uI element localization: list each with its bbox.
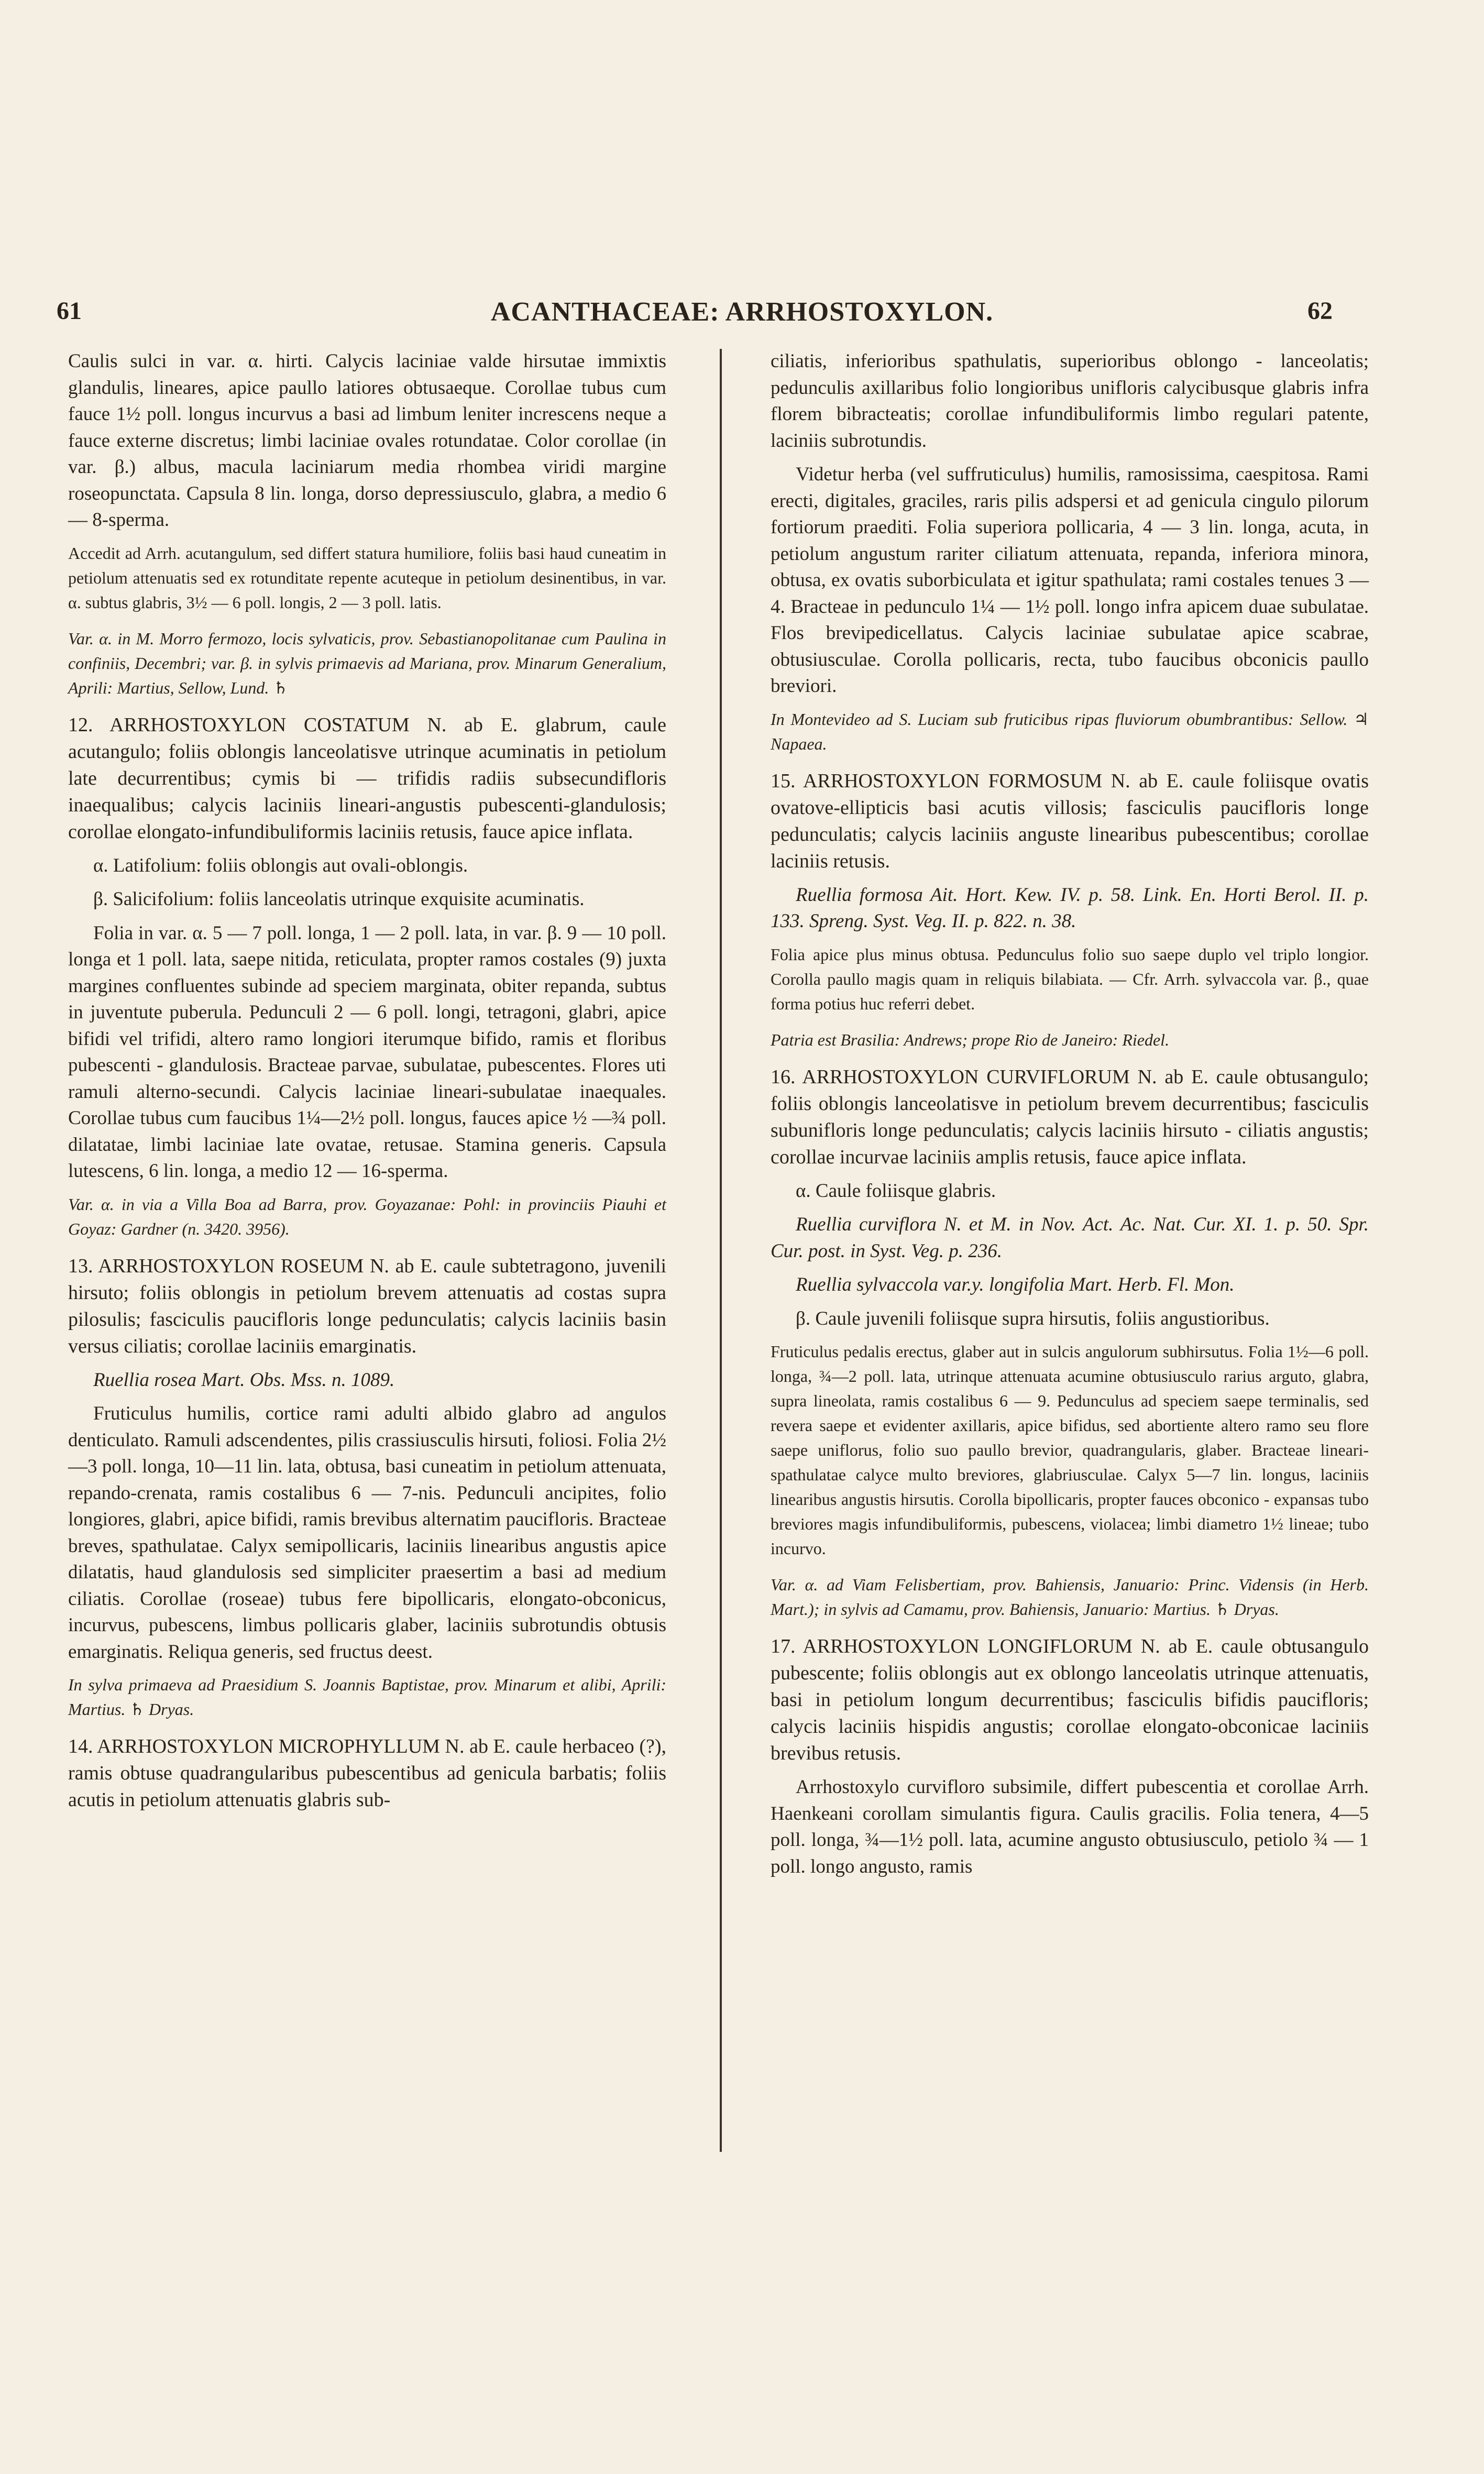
species-heading: 15. ARRHOSTOXYLON FORMOSUM N. ab E. caule foliisque ovatis ovatove-ellipticis basi acutis villosis; fasciculis paucifloris longe pedunculatis; calycis laciniis anguste linearibus pubescentibus; corollae laciniis retusis. [771,769,1369,872]
page-header [0,296,1484,338]
paragraph: In sylva primaeva ad Praesidium S. Joannis Baptistae, prov. Minarum et alibi, Aprili: Martius. ♄ Dryas. [68,1675,666,1719]
paragraph: Fruticulus pedalis erectus, glaber aut in sulcis angulorum subhirsutus. Folia 1½—6 poll. longa, ¾—2 poll. lata, utrinque attenuata acumine obtusiusculo rarius arguto, glabra, supra lineolata, ramis costalibus 6 — 9. Pedunculus ad speciem saepe terminalis, sed revera saepe et evidenter axillaris, apice bifidus, sed abortiente altero ramo seu flore saepe uniflorus, folio suo paullo brevior, quadrangularis, glaber. Bracteae lineari-spathulatae calyce multo breviores, glabriusculae. Calyx 5—7 lin. longus, laciniis linearibus angustis hirsutis. Corolla bipollicaris, propter fauces obconico - expansas tubo breviores magis infundibuliformis, pubescens, violacea; limbi diametro 1½ lineae; tubo incurvo. [771,1342,1369,1558]
paragraph: α. Latifolium: foliis oblongis aut ovali-oblongis. [93,854,468,876]
paragraph: Var. α. ad Viam Felisbertiam, prov. Bahiensis, Januario: Princ. Vidensis (in Herb. Mart.); in sylvis ad Camamu, prov. Bahiensis, Januario: Martius. ♄ Dryas. [771,1575,1369,1619]
paragraph: Folia in var. α. 5 — 7 poll. longa, 1 — 2 poll. lata, in var. β. 9 — 10 poll. longa et 1 poll. lata, saepe nitida, reticulata, propter ramos costales (9) juxta margines confluentes subinde ad speciem marginata, obiter repanda, subtus in juventute puberula. Pedunculi 2 — 6 poll. longi, tetragoni, glabri, apice bifidi vel trifidi, altero ramo longiori iterumque bifido, ramis et floribus pubescenti - glandulosis. Bracteae parvae, subulatae, pubescentes. Flores uti ramuli alterno-secundi. Calycis laciniae lineari-subulatae inaequales. Corollae tubus cum faucibus 1¼—2½ poll. longus, fauces apice ½ —¾ poll. dilatatae, limbi laciniae late ovatae, retusae. Stamina generis. Capsula lutescens, 6 lin. longa, a medio 12 — 16-sperma. [68,922,666,1182]
paragraph: Caulis sulci in var. α. hirti. Calycis laciniae valde hirsutae immixtis glandulis, lineares, apice paullo latiores obtusaeque. Corollae tubus cum fauce 1½ poll. longus incurvus a basi ad limbum leniter increscens neque a fauce externe discretus; limbi laciniae ovales rotundatae. Color corollae (in var. β.) albus, macula laciniarum media rhombea viridi margine roseopunctata. Capsula 8 lin. longa, dorso depressiusculo, glabra, a medio 6 — 8-sperma. [68,350,666,531]
paragraph: Videtur herba (vel suffruticulus) humilis, ramosissima, caespitosa. Rami erecti, digitales, graciles, raris pilis adspersi et ad genicula cingulo pilorum fortiorum praediti. Folia superiora pollicaria, 4 — 3 lin. longa, acuta, in petiolum angustum rariter ciliatum attenuata, repanda, inferiora minora, obtusa, ex ovatis suborbiculata et igitur spathulata; rami costales tenues 3 — 4. Bracteae in pedunculo 1¼ — 1½ poll. longo infra apicem duae subulatae. Flos brevipedicellatus. Calycis laciniae subulatae apice scabrae, obtusiusculae. Corolla pollicaris, recta, tubo faucibus obconicis paullo breviori. [771,464,1369,697]
paragraph: Accedit ad Arrh. acutangulum, sed differt statura humiliore, foliis basi haud cuneatim in petiolum attenuatis sed ex rotunditate repente acuteque in petiolum desinentibus, in var. α. subtus glabris, 3½ — 6 poll. longis, 2 — 3 poll. latis. [68,543,666,612]
paragraph: α. Caule foliisque glabris. [796,1180,996,1202]
page-number-left: 61 [57,297,82,325]
paragraph: Ruellia rosea Mart. Obs. Mss. n. 1089. [93,1369,395,1391]
species-heading: 13. ARRHOSTOXYLON ROSEUM N. ab E. caule subtetragono, juvenili hirsuto; foliis oblongis in petiolum brevem attenuatis ad costas supra pilosulis; fasciculis paucifloris longe pedunculatis; calycis laciniis basin versus ciliatis; corollae laciniis emarginatis. [68,1255,666,1357]
page-number-right: 62 [1307,297,1333,325]
species-heading: 16. ARRHOSTOXYLON CURVIFLORUM N. ab E. caule obtusangulo; foliis oblongis lanceolatisve in petiolum brevem decurrentibus; fasciculis subunifloris longe pedunculatis; calycis laciniis hirsuto - ciliatis angustis; corollae incurvae laciniis amplis retusis, fauce apice inflata. [771,1065,1369,1168]
paragraph: Fruticulus humilis, cortice rami adulti albido glabro ad angulos denticulato. Ramuli adscendentes, pilis crassiusculis hirsuti, foliosi. Folia 2½—3 poll. longa, 10—11 lin. lata, obtusa, basi cuneatim in petiolum attenuata, repando-crenata, ramis costalibus 6 — 7-nis. Pedunculi ancipites, folio longiores, glabri, apice bifidi, ramis brevibus alternatim paucifloris. Bracteae breves, spathulatae. Calyx semipollicaris, laciniis linearibus angustis apice dilatatis, haud glandulosis sed simpliciter praesertim a basi ad medium ciliatis. Corollae (roseae) tubus fere bipollicaris, elongato-obconicus, incurvus, pubescens, limbus pollicaris glaber, laciniis subrotundis obtusis emarginatis. Reliqua generis, sed fructus deest. [68,1403,666,1663]
paragraph: Folia apice plus minus obtusa. Pedunculus folio suo saepe duplo vel triplo longior. Corolla paullo magis quam in reliquis bilabiata. — Cfr. Arrh. sylvaccola var. β., quae forma potius huc referri debet. [771,944,1369,1013]
species-heading: 12. ARRHOSTOXYLON COSTATUM N. ab E. glabrum, caule acutangulo; foliis oblongis lanceolatisve utrinque acuminatis in petiolum late decurrentibus; cymis bi — trifidis radiis subsecundifloris inaequalibus; calycis laciniis lineari-angustis pubescenti-glandulosis; corollae elongato-infundibuliformis laciniis retusis, fauce apice inflata. [68,713,666,843]
running-title: ACANTHACEAE: ARRHOSTOXYLON. [490,297,994,327]
species-heading: 14. ARRHOSTOXYLON MICROPHYLLUM N. ab E. caule herbaceo (?), ramis obtuse quadrangularibus pubescentibus ad genicula barbatis; foliis acutis in petiolum attenuatis glabris sub- [68,1735,666,1811]
paragraph: Var. α. in M. Morro fermozo, locis sylvaticis, prov. Sebastianopolitanae cum Paulina in confiniis, Decembri; var. β. in sylvis primaevis ad Mariana, prov. Minarum Generalium, Aprili: Martius, Sellow, Lund. ♄ [68,629,666,697]
paragraph: In Montevideo ad S. Luciam sub fruticibus ripas fluviorum obumbrantibus: Sellow. ♃ Napaea. [771,709,1369,753]
paragraph: β. Caule juvenili foliisque supra hirsutis, foliis angustioribus. [796,1307,1270,1329]
left-column [68,348,666,1821]
species-heading: 17. ARRHOSTOXYLON LONGIFLORUM N. ab E. caule obtusangulo pubescente; foliis oblongis aut ex oblongo lanceolatis utrinque attenuatis, basi in petiolum longum decurrentibus; fasciculis bifidis paucifloris; calycis laciniis hispidis angustis; corollae elongato-obconicae laciniis brevibus retusis. [771,1635,1369,1764]
column-divider [720,349,722,2152]
paragraph: Var. α. in via a Villa Boa ad Barra, prov. Goyazanae: Pohl: in provinciis Piauhi et Goyaz: Gardner (n. 3420. 3956). [68,1194,666,1238]
right-column [771,348,1369,1887]
paragraph: ciliatis, inferioribus spathulatis, superioribus oblongo - lanceolatis; pedunculis axillaribus folio longioribus unifloris calycibusque glabris infra florem bibracteatis; corollae infundibuliformis limbo regulari patente, laciniis subrotundis. [771,350,1369,452]
paragraph: Ruellia curviflora N. et M. in Nov. Act. Ac. Nat. Cur. XI. 1. p. 50. Spr. Cur. post. in Syst. Veg. p. 236. [771,1214,1369,1262]
paragraph: Arrhostoxylo curvifloro subsimile, differt pubescentia et corollae Arrh. Haenkeani corollam simulantis figura. Caulis gracilis. Folia tenera, 4—5 poll. longa, ¾—1½ poll. lata, acumine angusto obtusiusculo, petiolo ¾ — 1 poll. longo angusto, ramis [771,1776,1369,1877]
paragraph: Ruellia formosa Ait. Hort. Kew. IV. p. 58. Link. En. Horti Berol. II. p. 133. Spreng. Syst. Veg. II. p. 822. n. 38. [771,884,1369,932]
paragraph: β. Salicifolium: foliis lanceolatis utrinque exquisite acuminatis. [93,888,585,910]
paragraph: Patria est Brasilia: Andrews; prope Rio de Janeiro: Riedel. [771,1030,1170,1049]
paragraph: Ruellia sylvaccola var.y. longifolia Mart. Herb. Fl. Mon. [796,1274,1235,1295]
